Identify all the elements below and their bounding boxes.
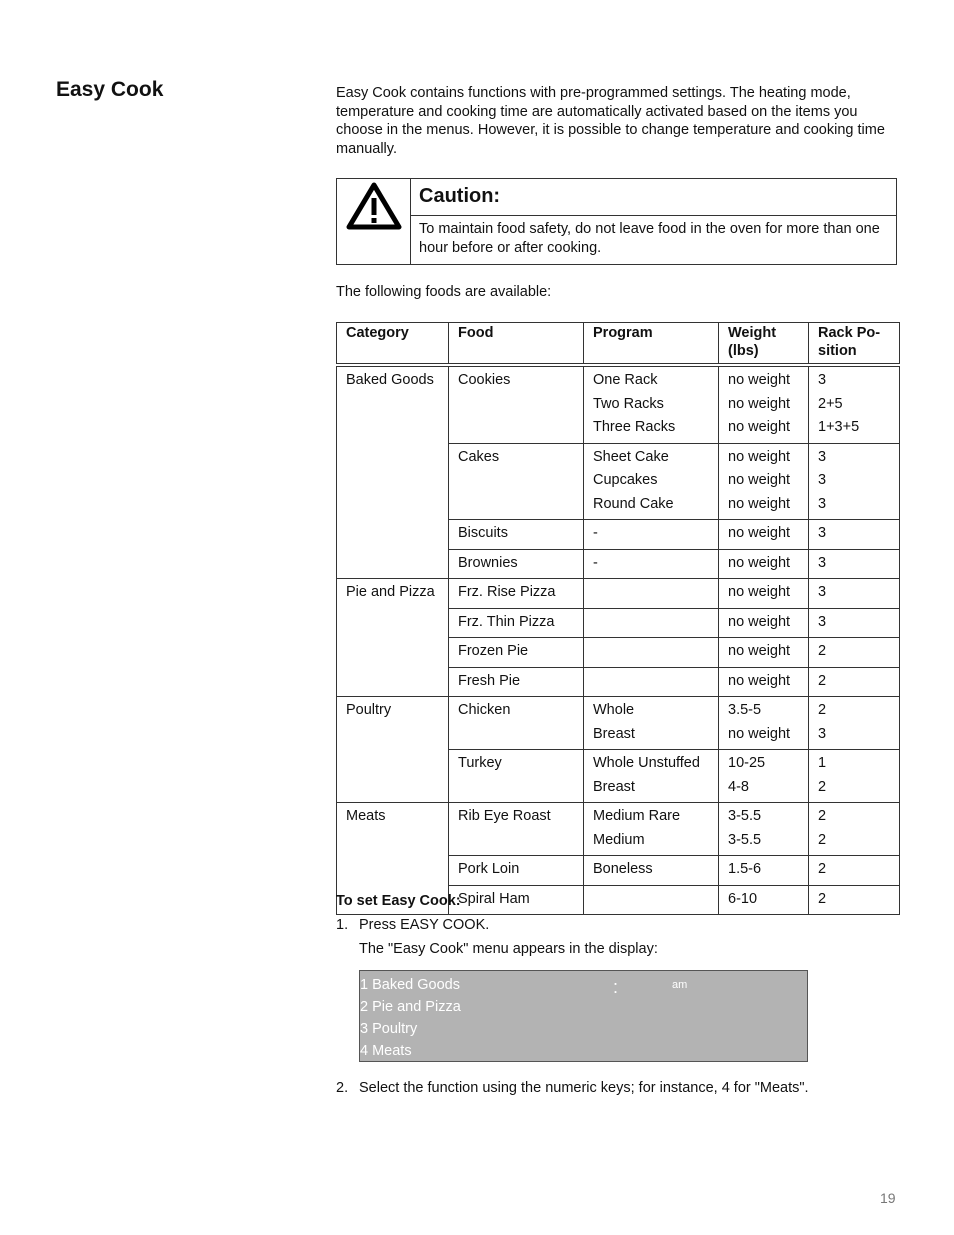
rack-value: 2 [818, 702, 827, 718]
food-cell: Pork Loin [449, 856, 584, 886]
program-value: Medium [593, 831, 645, 848]
weight-cell [719, 667, 809, 697]
display-clock-colon: : [613, 977, 619, 997]
table-row [337, 803, 900, 856]
program-cell [584, 549, 719, 579]
rack-cell [809, 803, 900, 856]
rack-cell [809, 638, 900, 668]
rack-cell [809, 579, 900, 609]
program-value: Medium Rare [593, 808, 681, 824]
program-cell [584, 443, 719, 520]
weight-value: no weight [728, 525, 791, 541]
rack-value: 3 [818, 725, 827, 742]
program-cell [584, 608, 719, 638]
weight-cell [719, 750, 809, 803]
food-cell: Cakes [449, 443, 584, 520]
header-weight: Weight (lbs) [719, 323, 809, 366]
table-header-row [337, 323, 900, 366]
header-program: Program [584, 323, 719, 366]
step-1-subtext: The "Easy Cook" menu appears in the display: [359, 941, 658, 957]
caution-box [336, 178, 897, 265]
weight-cell [719, 520, 809, 550]
program-value: Whole Unstuffed [593, 755, 700, 771]
available-foods-text: The following foods are available: [336, 284, 552, 300]
display-line: 2 Pie and Pizza [360, 999, 461, 1015]
rack-value: 1+3+5 [818, 419, 860, 435]
weight-cell [719, 608, 809, 638]
rack-cell [809, 365, 900, 443]
oven-display [359, 970, 808, 1062]
step-1 [336, 917, 489, 933]
rack-value: 1 [818, 755, 827, 771]
rack-value: 3 [818, 613, 827, 630]
weight-value: 10-25 [728, 755, 766, 771]
weight-value: no weight [728, 495, 791, 512]
header-food: Food [449, 323, 584, 366]
weight-value: no weight [728, 395, 791, 412]
weight-cell [719, 443, 809, 520]
display-line: 3 Poultry [360, 1021, 418, 1037]
rack-cell [809, 549, 900, 579]
program-cell [584, 856, 719, 886]
weight-value: 6-10 [728, 890, 758, 907]
weight-value: no weight [728, 584, 791, 600]
weight-value: 3.5-5 [728, 702, 762, 718]
step-text: Press EASY COOK. [359, 917, 490, 933]
program-value: Boneless [593, 861, 653, 877]
program-cell [584, 365, 719, 443]
weight-cell [719, 549, 809, 579]
program-cell [584, 638, 719, 668]
program-value: Cupcakes [593, 472, 658, 488]
rack-cell [809, 443, 900, 520]
program-cell [584, 520, 719, 550]
rack-value: 3 [818, 525, 827, 541]
weight-value: no weight [728, 472, 791, 488]
program-cell [584, 697, 719, 750]
food-cell: Frozen Pie [449, 638, 584, 668]
table-row [337, 697, 900, 750]
rack-value: 3 [818, 495, 827, 512]
weight-cell [719, 856, 809, 886]
program-value: Round Cake [593, 495, 674, 512]
steps-title: To set Easy Cook: [336, 893, 461, 909]
weight-value: no weight [728, 448, 791, 465]
rack-value: 2+5 [818, 395, 843, 412]
program-value: Whole [593, 702, 635, 718]
weight-value: no weight [728, 725, 791, 742]
section-title: Easy Cook [56, 78, 164, 101]
weight-value: no weight [728, 554, 791, 571]
rack-cell [809, 608, 900, 638]
weight-cell [719, 803, 809, 856]
program-value: One Rack [593, 372, 658, 388]
food-cell: Frz. Thin Pizza [449, 608, 584, 638]
food-cell: Biscuits [449, 520, 584, 550]
table-row [337, 579, 900, 609]
program-value: Breast [593, 778, 635, 795]
warning-triangle-icon [346, 181, 402, 231]
caution-icon-cell [337, 179, 411, 264]
header-rack-position: Rack Po-sition [809, 323, 900, 366]
weight-value: no weight [728, 613, 791, 630]
rack-value: 3 [818, 372, 827, 388]
weight-value: no weight [728, 372, 791, 388]
weight-cell [719, 579, 809, 609]
program-value: Three Racks [593, 419, 676, 435]
program-value: - [593, 554, 598, 571]
program-cell [584, 803, 719, 856]
program-value: Sheet Cake [593, 448, 669, 465]
display-am-indicator: am [672, 979, 688, 991]
program-cell [584, 750, 719, 803]
weight-value: no weight [728, 419, 791, 435]
food-cell: Turkey [449, 750, 584, 803]
rack-value: 3 [818, 584, 827, 600]
weight-value: 3-5.5 [728, 808, 762, 824]
food-cell: Chicken [449, 697, 584, 750]
program-cell [584, 885, 719, 915]
rack-value: 3 [818, 472, 827, 488]
weight-cell [719, 365, 809, 443]
rack-value: 3 [818, 554, 827, 571]
food-cell: Cookies [449, 365, 584, 443]
rack-value: 2 [818, 861, 827, 877]
category-cell: Poultry [337, 697, 449, 803]
intro-paragraph: Easy Cook contains functions with pre-programmed settings. The heating mode, temperature and cooking time are automatically activated based on the items you choose in the menus. However, it is possible to change temperature and cooking time manually. [336, 85, 885, 157]
rack-value: 2 [818, 672, 827, 689]
weight-cell [719, 885, 809, 915]
program-value [593, 670, 709, 694]
foods-table [336, 322, 900, 915]
food-cell: Spiral Ham [449, 885, 584, 915]
caution-text: To maintain food safety, do not leave food in the oven for more than one hour before or after cooking. [419, 221, 880, 256]
weight-value: 1.5-6 [728, 861, 762, 877]
step-number: 1. [336, 917, 349, 933]
rack-value: 2 [818, 643, 827, 659]
program-value: Two Racks [593, 395, 664, 412]
weight-value: 4-8 [728, 778, 749, 795]
display-line: 4 Meats [360, 1043, 412, 1059]
program-value [593, 581, 709, 605]
weight-value: no weight [728, 672, 791, 689]
rack-cell [809, 750, 900, 803]
food-cell: Rib Eye Roast [449, 803, 584, 856]
rack-cell [809, 697, 900, 750]
program-value [593, 888, 709, 912]
header-category: Category [337, 323, 449, 366]
category-cell: Meats [337, 803, 449, 915]
table-row [337, 365, 900, 443]
program-value [593, 640, 709, 664]
weight-cell [719, 638, 809, 668]
food-cell: Fresh Pie [449, 667, 584, 697]
rack-value: 2 [818, 890, 827, 907]
rack-value: 3 [818, 448, 827, 465]
rack-cell [809, 667, 900, 697]
weight-value: 3-5.5 [728, 831, 762, 848]
caution-heading: Caution: [411, 179, 896, 216]
program-value: Breast [593, 725, 635, 742]
page-number: 19 [880, 1190, 896, 1206]
program-value: - [593, 525, 598, 541]
program-cell [584, 579, 719, 609]
rack-value: 2 [818, 778, 827, 795]
food-cell: Brownies [449, 549, 584, 579]
food-cell: Frz. Rise Pizza [449, 579, 584, 609]
rack-value: 2 [818, 831, 827, 848]
program-value [593, 611, 709, 635]
category-cell: Baked Goods [337, 365, 449, 579]
weight-cell [719, 697, 809, 750]
step-text: Select the function using the numeric keys; for instance, 4 for "Meats". [359, 1080, 809, 1096]
category-cell: Pie and Pizza [337, 579, 449, 697]
program-cell [584, 667, 719, 697]
rack-cell [809, 885, 900, 915]
display-line: 1 Baked Goods [360, 977, 460, 993]
weight-value: no weight [728, 643, 791, 659]
step-2 [336, 1080, 809, 1096]
step-number: 2. [336, 1080, 349, 1096]
rack-cell [809, 520, 900, 550]
rack-cell [809, 856, 900, 886]
rack-value: 2 [818, 808, 827, 824]
